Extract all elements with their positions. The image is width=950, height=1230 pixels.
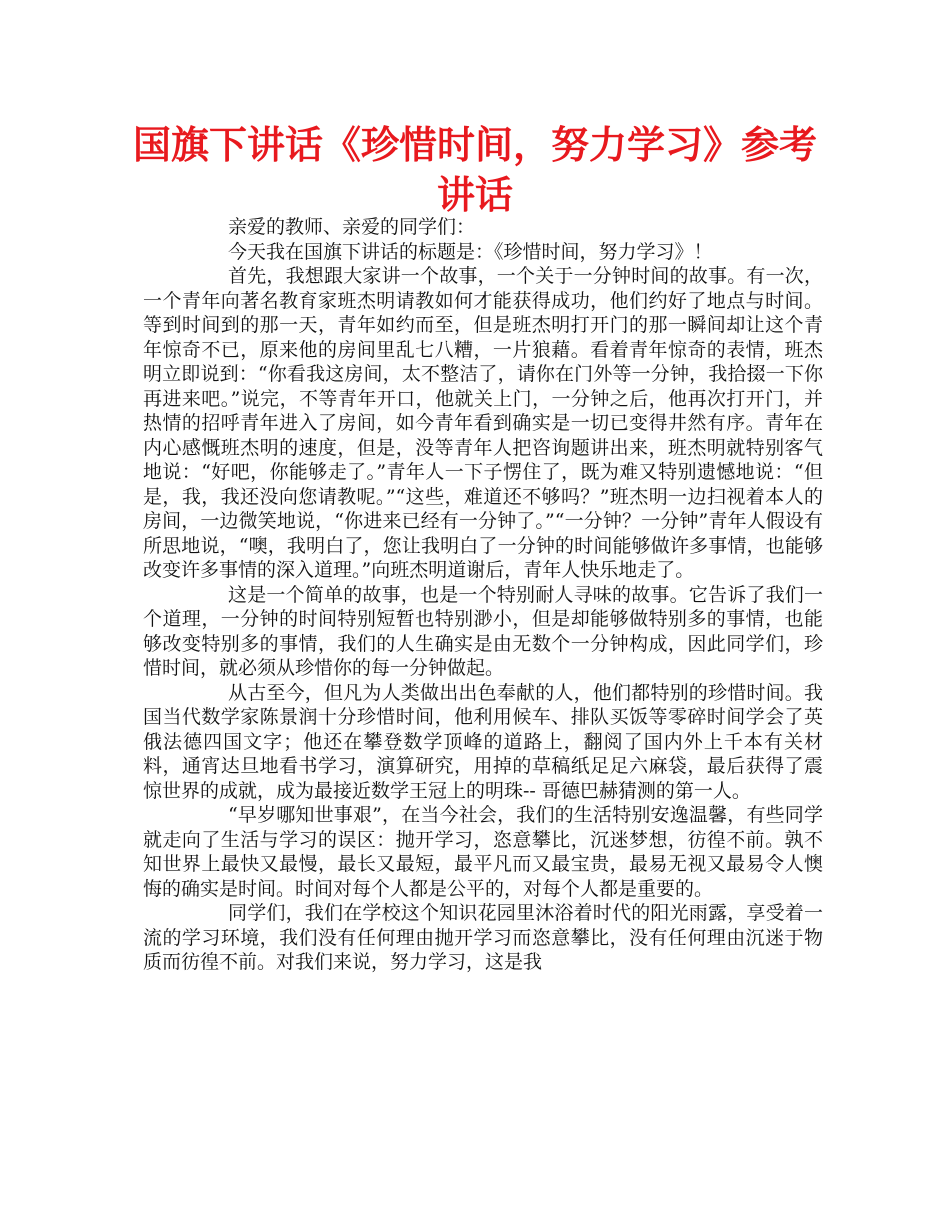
paragraph-lesson: 这是一个简单的故事，也是一个特别耐人寻味的故事。它告诉了我们一个道理，一分钟的时间特别短暂也特别渺小，但是却能够做特别多的事情，也能够改变特别多的事情，我们的人生确实是由无数个一分钟构成，因此同学们，珍惜时间，就必须从珍惜你的每一分钟做起。: [143, 583, 823, 679]
title-line-2: 讲话: [436, 173, 513, 217]
paragraph-story: 首先，我想跟大家讲一个故事，一个关于一分钟时间的故事。有一次，一个青年向著名教育家班杰明请教如何才能获得成功，他们约好了地点与时间。等到时间到的那一天，青年如约而至，但是班杰明打开门的那一瞬间却让这个青年惊奇不已，原来他的房间里乱七八糟，一片狼藉。看着青年惊奇的表情，班杰明立即说到：“你看我这房间，太不整洁了，请你在门外等一分钟，我拾掇一下你再进来吧。”说完，不等青年开口，他就关上门，一分钟之后，他再次打开门，并热情的招呼青年进入了房间，如今青年看到确实是一切已变得井然有序。青年在内心感慨班杰明的速度，但是，没等青年人把咨询题讲出来，班杰明就特别客气地说：“好吧，你能够走了。”青年人一下子愣住了，既为难又特别遗憾地说：“但是，我，我还没向您请教呢。”“这些，难道还不够吗？”班杰明一边扫视着本人的房间，一边微笑地说，“你进来已经有一分钟了。”“一分钟？一分钟”青年人假设有所思地说，“噢，我明白了，您让我明白了一分钟的时间能够做许多事情，也能够改变许多事情的深入道理。”向班杰明道谢后，青年人快乐地走了。: [143, 265, 823, 581]
document-title: [0, 120, 950, 220]
paragraph-society: “早岁哪知世事艰”，在当今社会，我们的生活特别安逸温馨，有些同学就走向了生活与学习的误区：抛开学习，恣意攀比，沉迷梦想，彷徨不前。孰不知世界上最快又最慢，最长又最短，最平凡而又最宝贵，最易无视又最易令人懊悔的确实是时间。时间对每个人都是公平的，对每个人都是重要的。: [143, 804, 823, 900]
paragraph-example: 从古至今，但凡为人类做出出色奉献的人，他们都特别的珍惜时间。我国当代数学家陈景润十分珍惜时间，他利用候车、排队买饭等零碎时间学会了英俄法德四国文字；他还在攀登数学顶峰的道路上，翻阅了国内外上千本有关材料，通宵达旦地看书学习，演算研究，用掉的草稿纸足足六麻袋，最后获得了震惊世界的成就，成为最接近数学王冠上的明珠-- 哥德巴赫猜测的第一人。: [143, 681, 823, 802]
salutation: 亲爱的教师、亲爱的同学们：: [228, 216, 476, 238]
speech-topic: 今天我在国旗下讲话的标题是：《珍惜时间，努力学习》！: [228, 240, 713, 263]
paragraph-appeal: 同学们，我们在学校这个知识花园里沐浴着时代的阳光雨露，享受着一流的学习环境，我们没有任何理由抛开学习而恣意攀比，没有任何理由沉迷于物质而彷徨不前。对我们来说，努力学习，这是我: [143, 902, 823, 973]
document-body: [143, 215, 823, 975]
title-line-1: 国旗下讲话《珍惜时间，努力学习》参考: [132, 123, 817, 167]
